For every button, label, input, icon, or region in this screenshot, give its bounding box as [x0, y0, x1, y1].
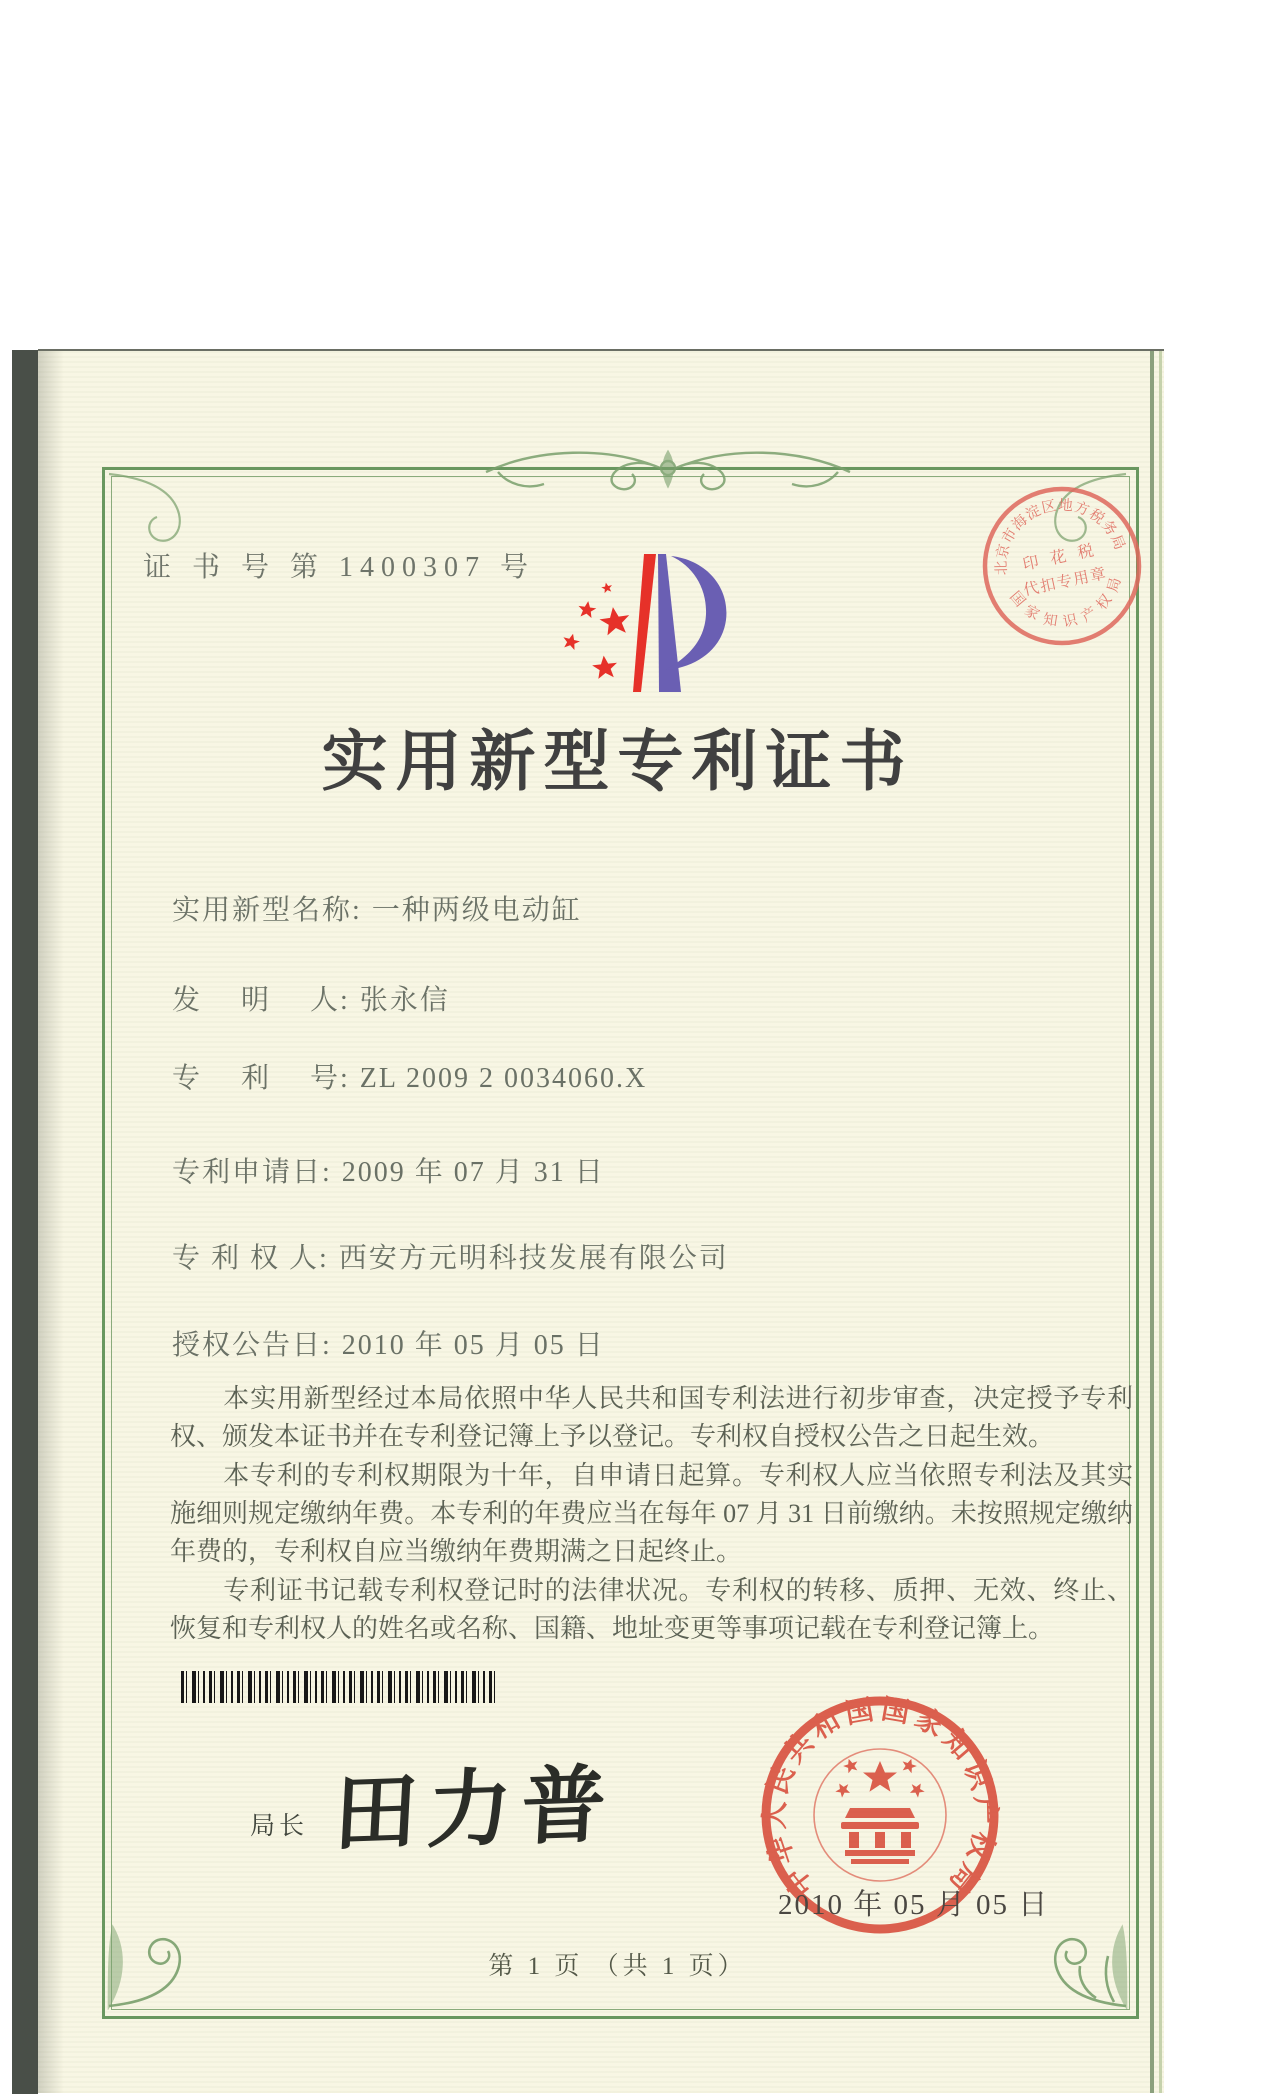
- svg-text:中华人民共和国国家知识产权局: [759, 1693, 1003, 1903]
- legal-paragraph: 专利证书记载专利权登记时的法律状况。专利权的转移、质押、无效、终止、恢复和专利权人的姓名或名称、国籍、地址变更等事项记载在专利登记簿上。: [170, 1576, 1133, 1643]
- stamp-tax-seal-icon: [961, 465, 1163, 667]
- field-value: 一种两级电动缸: [371, 895, 582, 926]
- field-label: 发 明 人:: [172, 985, 350, 1016]
- director-title-label: 局长: [250, 1813, 309, 1840]
- field-label: 实用新型名称:: [172, 895, 362, 926]
- scan-edge-strip: [12, 350, 38, 2094]
- field-value: 2009 年 07 月 31 日: [341, 1157, 605, 1188]
- field-value: 2010 年 05 月 05 日: [341, 1330, 605, 1361]
- field-row-filing-date: [172, 1150, 605, 1190]
- certificate-number: 证 书 号 第 1400307 号: [143, 552, 536, 583]
- tax-seal-center-line2: 代扣专用章: [1022, 564, 1109, 600]
- barcode: [181, 1671, 499, 1703]
- national-emblem-icon: [833, 1757, 927, 1864]
- field-value: 西安方元明科技发展有限公司: [338, 1243, 729, 1274]
- field-value: 张永信: [359, 985, 450, 1016]
- field-row-inventor: [172, 978, 450, 1018]
- paper-shadow: [38, 351, 64, 2093]
- page-number: 第 1 页 （共 1 页）: [488, 1953, 747, 1980]
- field-row-grant-date: [172, 1323, 605, 1363]
- field-row-utility-model-name: [172, 888, 582, 928]
- field-label: 专 利 权 人:: [172, 1243, 329, 1274]
- legal-paragraph: 本实用新型经过本局依照中华人民共和国专利法进行初步审查，决定授予专利权、颁发本证书并在专利登记簿上予以登记。专利权自授权公告之日起生效。: [170, 1384, 1133, 1451]
- director-signature: 田力普: [331, 1758, 618, 1863]
- top-garland-ornament: [478, 438, 858, 500]
- tax-seal-bottom-text: 国家知识产权局: [1006, 569, 1127, 631]
- legal-paragraph: 本专利的专利权期限为十年，自申请日起算。专利权人应当依照专利法及其实施细则规定缴纳年费。本专利的年费应当在每年 07 月 31 日前缴纳。未按照规定缴纳年费的，专利权自应当缴纳年费期满之日起终止。: [170, 1461, 1133, 1566]
- certificate-title: 实用新型专利证书: [321, 726, 914, 799]
- field-value: ZL 2009 2 0034060.X: [359, 1063, 648, 1094]
- tax-seal-center-line1: 印 花 税: [1021, 541, 1100, 574]
- field-label: 专利申请日:: [172, 1157, 332, 1188]
- field-label: 专 利 号:: [172, 1063, 350, 1094]
- field-row-patent-number: [172, 1056, 647, 1096]
- field-label: 授权公告日:: [172, 1330, 332, 1361]
- field-row-patentee: [172, 1236, 729, 1276]
- paper-right-edge-highlight: [1159, 351, 1162, 2093]
- seal-date: 2010 年 05 月 05 日: [778, 1889, 1050, 1921]
- sipo-logo-icon: [545, 550, 735, 700]
- seal-ring-text: 中华人民共和国国家知识产权局: [759, 1693, 1001, 1903]
- legal-text-block: [170, 1380, 1133, 1649]
- tax-seal-top-text: 北京市海淀区地方税务局: [993, 497, 1128, 576]
